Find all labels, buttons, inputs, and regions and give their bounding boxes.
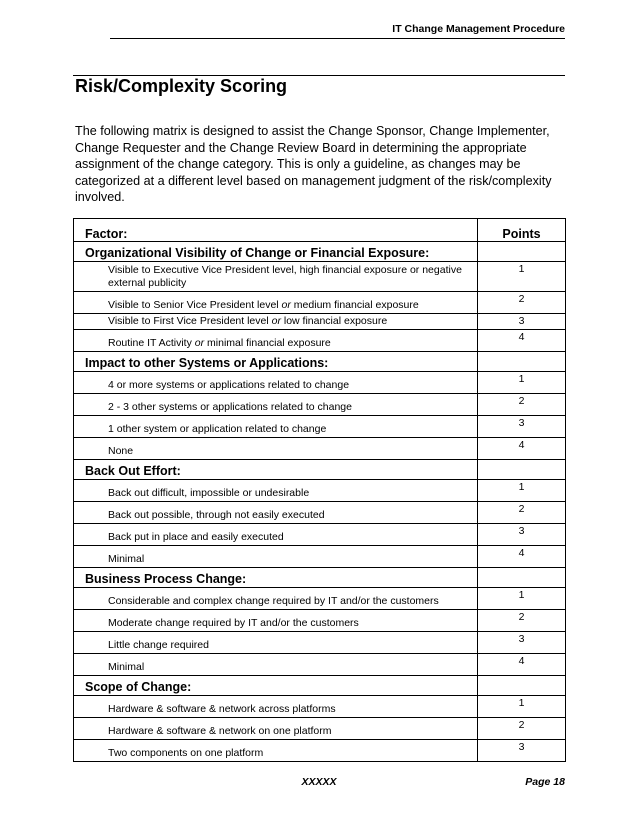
- points-cell: 3: [478, 314, 566, 330]
- factor-cell: Moderate change required by IT and/or the customers: [74, 610, 478, 632]
- table-header-row: [74, 219, 566, 242]
- factor-cell: 4 or more systems or applications related to change: [74, 372, 478, 394]
- factor-cell: None: [74, 438, 478, 460]
- points-cell: 3: [478, 524, 566, 546]
- section-row: [74, 568, 566, 588]
- points-cell: 3: [478, 632, 566, 654]
- factor-cell: Minimal: [74, 654, 478, 676]
- points-cell: 4: [478, 654, 566, 676]
- table-row: [74, 588, 566, 610]
- points-cell: 1: [478, 696, 566, 718]
- points-cell: 1: [478, 588, 566, 610]
- factor-cell: Two components on one platform: [74, 740, 478, 762]
- table-row: [74, 372, 566, 394]
- section-points-cell: [478, 352, 566, 372]
- table-row: [74, 480, 566, 502]
- section-row: [74, 352, 566, 372]
- factor-cell: Considerable and complex change required by IT and/or the customers: [74, 588, 478, 610]
- section-row: [74, 460, 566, 480]
- points-header: Points: [478, 219, 566, 242]
- factor-cell: Back put in place and easily executed: [74, 524, 478, 546]
- section-title: Risk/Complexity Scoring: [75, 76, 288, 96]
- header-rule: [110, 38, 565, 39]
- factor-cell: 2 - 3 other systems or applications related to change: [74, 394, 478, 416]
- section-points-cell: [478, 242, 566, 262]
- section-row: [74, 242, 566, 262]
- table-row: [74, 524, 566, 546]
- factor-cell: Visible to Senior Vice President level or medium financial exposure: [74, 292, 478, 314]
- table-row: [74, 394, 566, 416]
- factor-cell: Little change required: [74, 632, 478, 654]
- factor-cell: Hardware & software & network on one platform: [74, 718, 478, 740]
- factor-cell: Back out difficult, impossible or undesirable: [74, 480, 478, 502]
- table-row: [74, 610, 566, 632]
- points-cell: 3: [478, 740, 566, 762]
- table-row: [74, 314, 566, 330]
- points-cell: 1: [478, 372, 566, 394]
- points-cell: 1: [478, 480, 566, 502]
- table-row: [74, 292, 566, 314]
- section-points-cell: [478, 568, 566, 588]
- footer-page-number: Page 18: [525, 776, 565, 788]
- factor-cell: Minimal: [74, 546, 478, 568]
- factor-cell: 1 other system or application related to change: [74, 416, 478, 438]
- table-row: [74, 262, 566, 292]
- section-heading: Organizational Visibility of Change or Financial Exposure:: [74, 242, 478, 262]
- points-cell: 2: [478, 718, 566, 740]
- table-row: [74, 330, 566, 352]
- risk-complexity-matrix: [73, 218, 566, 762]
- points-cell: 2: [478, 502, 566, 524]
- intro-paragraph: The following matrix is designed to assist the Change Sponsor, Change Implementer, Change Requester and the Change Review Board in determining the appropriate assignment of the change category. This is only a guideline, as changes may be categorized at a different level based on management judgment of the risk/complexity involved.: [75, 124, 552, 204]
- table-row: [74, 438, 566, 460]
- table-row: [74, 416, 566, 438]
- factor-cell: Routine IT Activity or minimal financial exposure: [74, 330, 478, 352]
- points-cell: 2: [478, 394, 566, 416]
- section-heading: Impact to other Systems or Applications:: [74, 352, 478, 372]
- points-cell: 2: [478, 610, 566, 632]
- factor-cell: Hardware & software & network across platforms: [74, 696, 478, 718]
- section-heading: Business Process Change:: [74, 568, 478, 588]
- section-row: [74, 676, 566, 696]
- header-title: IT Change Management Procedure: [392, 23, 565, 35]
- table-row: [74, 654, 566, 676]
- section-heading: Scope of Change:: [74, 676, 478, 696]
- points-cell: 4: [478, 438, 566, 460]
- points-cell: 4: [478, 330, 566, 352]
- section-heading: Back Out Effort:: [74, 460, 478, 480]
- table-row: [74, 718, 566, 740]
- table-row: [74, 740, 566, 762]
- table-row: [74, 502, 566, 524]
- factor-cell: Back out possible, through not easily executed: [74, 502, 478, 524]
- footer-document-id: XXXXX: [301, 776, 337, 788]
- points-cell: 4: [478, 546, 566, 568]
- factor-cell: Visible to First Vice President level or low financial exposure: [74, 314, 478, 330]
- section-points-cell: [478, 676, 566, 696]
- table-row: [74, 632, 566, 654]
- points-cell: 3: [478, 416, 566, 438]
- factor-header: Factor:: [74, 219, 478, 242]
- points-cell: 2: [478, 292, 566, 314]
- table-row: [74, 546, 566, 568]
- points-cell: 1: [478, 262, 566, 292]
- table-row: [74, 696, 566, 718]
- factor-cell: Visible to Executive Vice President level, high financial exposure or negative external publicity: [74, 262, 478, 292]
- section-points-cell: [478, 460, 566, 480]
